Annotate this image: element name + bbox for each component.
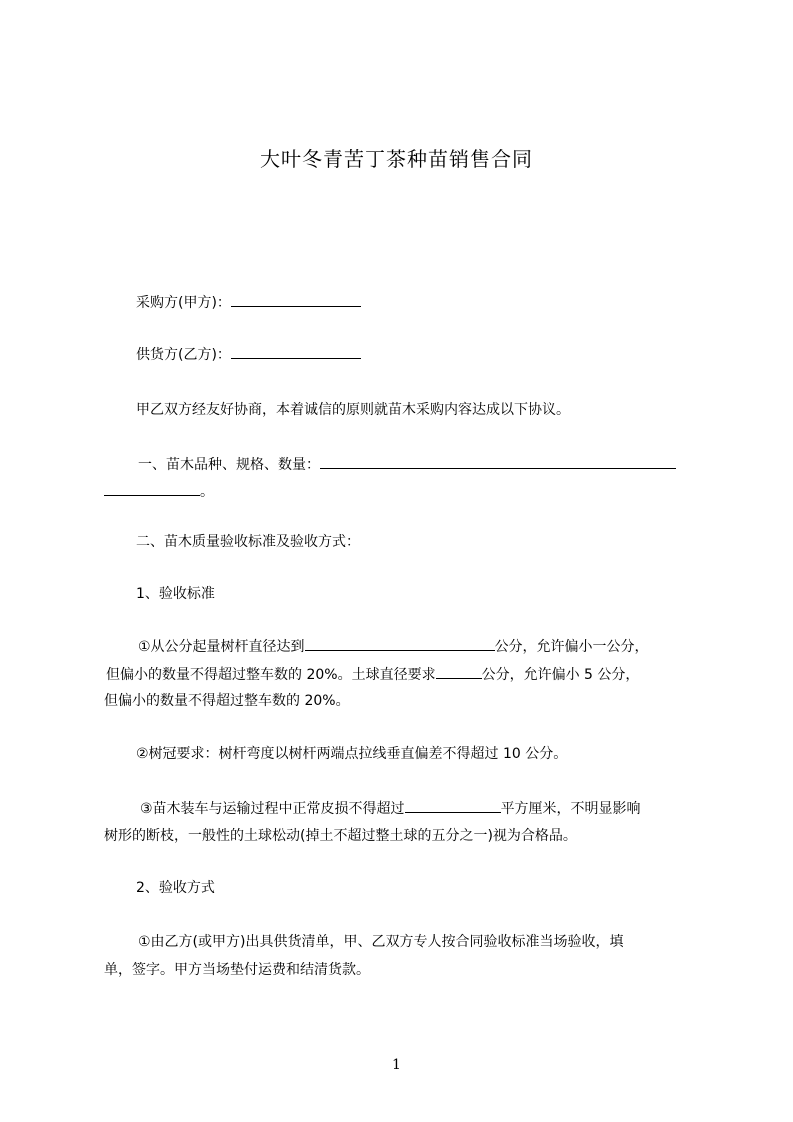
document-title: 大叶冬青苦丁茶种苗销售合同 [260,147,533,171]
item1-b-after: 公分，允许偏小 5 公分， [481,667,640,683]
bark-damage-blank [405,798,501,813]
trunk-diameter-blank [305,636,495,651]
item3-a-before: ③苗木装车与运输过程中正常皮损不得超过 [140,801,405,817]
intro-paragraph: 甲乙双方经友好协商，本着诚信的原则就苗木采购内容达成以下协议。 [136,402,570,418]
section1-label: 一、苗木品种、规格、数量： [138,457,320,473]
item2-paragraph: ②树冠要求：树杆弯度以树杆两端点拉线垂直偏差不得超过 10 公分。 [136,746,568,762]
section1-blank [320,454,676,469]
section2-heading: 二、苗木质量验收标准及验收方式： [136,534,360,550]
item1-line-a [138,636,649,657]
section1-end: 。 [200,484,214,500]
item1-a-before: ①从公分起量树杆直径达到 [138,639,305,655]
item1-b-before: 但偏小的数量不得超过整车数的 20%。土球直径要求 [106,667,436,683]
seller-blank [231,344,361,359]
item3-a-after: 平方厘米，不明显影响 [500,801,641,817]
seller-label: 供货方(乙方)： [136,347,231,363]
item3-line-b: 树形的断枝，一般性的土球松动(掉土不超过整土球的五分之一)视为合格品。 [104,828,577,844]
buyer-label: 采购方(甲方)： [136,295,231,311]
item1-line-c: 但偏小的数量不得超过整车数的 20%。 [104,693,350,709]
item3-line-a [140,798,641,819]
soil-ball-blank [436,664,482,679]
item1-a-after: 公分，允许偏小一公分， [494,639,649,655]
sub2-heading: 2、验收方式 [136,880,215,896]
buyer-blank [231,292,361,307]
buyer-line [136,292,361,313]
item1-line-b [106,664,639,685]
section1-continuation [104,481,214,502]
sub1-heading: 1、验收标准 [136,586,215,602]
section1-line [138,454,676,475]
seller-line [136,344,361,365]
section1-blank-2 [104,481,200,496]
method1-line-a: ①由乙方(或甲方)出具供货清单，甲、乙双方专人按合同验收标准当场验收，填 [138,934,624,950]
method1-line-b: 单，签字。甲方当场垫付运费和结清货款。 [104,962,370,978]
page-number: 1 [392,1057,401,1073]
